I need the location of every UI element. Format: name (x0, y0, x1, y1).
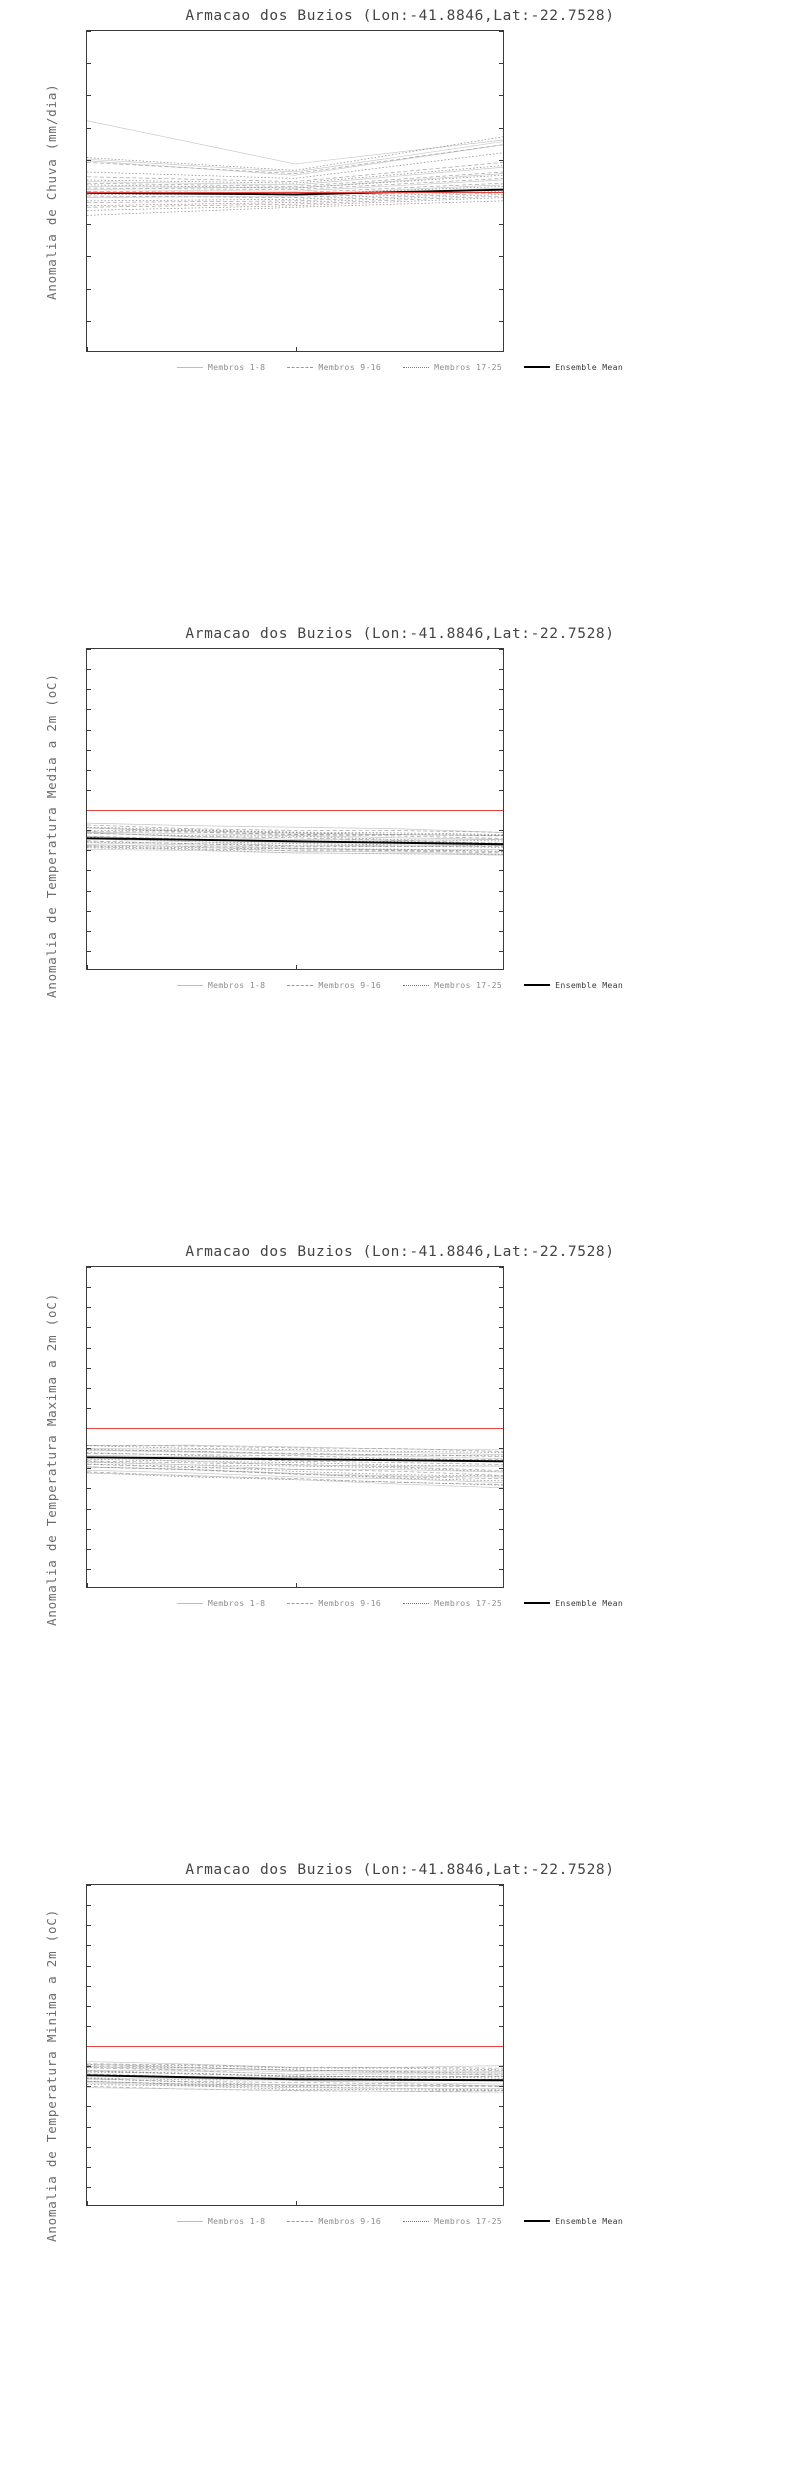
member-line (87, 1462, 503, 1472)
plot-area-temp-maxima (86, 1266, 504, 1588)
y-tick-mark (87, 669, 91, 670)
y-tick-mark (499, 2167, 503, 2168)
member-line (87, 174, 503, 188)
legend-temp-minima (0, 2216, 800, 2226)
y-tick-mark (499, 1348, 503, 1349)
panel-title-temp-media: Armacao dos Buzios (Lon:-41.8846,Lat:-22.7528) (185, 626, 615, 642)
y-tick-mark (87, 63, 91, 64)
x-tick-mark (87, 1583, 88, 1587)
y-tick-mark (87, 95, 91, 96)
zero-reference-line (87, 1428, 503, 1429)
member-line (87, 167, 503, 185)
y-tick-mark (87, 2127, 91, 2128)
member-line (87, 823, 503, 832)
y-tick-mark (499, 750, 503, 751)
line-swatch-icon (177, 1603, 203, 1604)
member-line (87, 172, 503, 186)
y-tick-mark (499, 160, 503, 161)
legend-label: Membros 17-25 (434, 980, 503, 990)
legend-label: Membros 1-8 (207, 362, 266, 372)
y-tick-mark (87, 1287, 91, 1288)
line-swatch-icon (177, 2221, 203, 2222)
x-tick-mark (87, 965, 88, 969)
y-tick-mark (499, 730, 503, 731)
y-tick-mark (87, 1529, 91, 1530)
y-tick-mark (87, 1267, 91, 1268)
line-swatch-icon (177, 985, 203, 986)
legend-item-ensemble-mean (524, 2216, 623, 2226)
line-swatch-icon (287, 367, 313, 368)
member-line (87, 166, 503, 184)
legend-item-membros-9-16 (287, 2216, 381, 2226)
y-tick-mark (499, 1448, 503, 1449)
legend-label: Membros 17-25 (434, 2216, 503, 2226)
plot-area-chuva (86, 30, 504, 352)
legend-temp-maxima (0, 1598, 800, 1608)
legend-label: Membros 17-25 (434, 362, 503, 372)
y-tick-mark (499, 709, 503, 710)
legend-chuva (0, 362, 800, 372)
legend-label: Membros 9-16 (318, 1598, 382, 1608)
legend-item-membros-9-16 (287, 980, 381, 990)
y-tick-mark (87, 709, 91, 710)
legend-label: Ensemble Mean (555, 1598, 624, 1608)
y-tick-mark (87, 1368, 91, 1369)
legend-item-ensemble-mean (524, 362, 623, 372)
y-tick-mark (87, 911, 91, 912)
y-tick-mark (499, 2006, 503, 2007)
y-axis-label-temp-media: Anomalia de Temperatura Media a 2m (oC) (44, 673, 59, 998)
x-tick-mark (296, 1583, 297, 1587)
y-tick-mark (87, 289, 91, 290)
y-tick-mark (87, 830, 91, 831)
y-tick-mark (499, 95, 503, 96)
member-line (87, 1472, 503, 1485)
line-swatch-icon (177, 367, 203, 368)
y-tick-mark (499, 63, 503, 64)
y-tick-mark (87, 1549, 91, 1550)
y-tick-mark (499, 870, 503, 871)
zero-reference-line (87, 192, 503, 193)
member-line (87, 849, 503, 855)
y-tick-mark (499, 1905, 503, 1906)
legend-label: Ensemble Mean (555, 362, 624, 372)
y-tick-mark (87, 790, 91, 791)
y-tick-mark (87, 870, 91, 871)
legend-item-membros-1-8 (177, 1598, 266, 1608)
y-tick-mark (87, 2167, 91, 2168)
y-tick-mark (87, 1885, 91, 1886)
y-tick-mark (499, 289, 503, 290)
member-line (87, 825, 503, 832)
zero-reference-line (87, 2046, 503, 2047)
y-tick-mark (87, 649, 91, 650)
y-tick-mark (87, 2086, 91, 2087)
y-tick-mark (499, 951, 503, 952)
y-tick-mark (87, 1468, 91, 1469)
y-tick-mark (87, 951, 91, 952)
legend-item-ensemble-mean (524, 980, 623, 990)
legend-label: Membros 1-8 (207, 1598, 266, 1608)
y-tick-mark (499, 1549, 503, 1550)
y-tick-mark (499, 321, 503, 322)
line-swatch-icon (524, 984, 550, 986)
y-tick-mark (499, 1267, 503, 1268)
member-line (87, 145, 503, 174)
member-line (87, 145, 503, 175)
y-tick-mark (87, 689, 91, 690)
y-tick-mark (87, 1388, 91, 1389)
y-tick-mark (499, 2187, 503, 2188)
y-tick-mark (499, 649, 503, 650)
y-tick-mark (87, 31, 91, 32)
y-tick-mark (87, 1408, 91, 1409)
line-swatch-icon (287, 1603, 313, 1604)
plot-area-temp-media (86, 648, 504, 970)
y-tick-mark (499, 790, 503, 791)
zero-reference-line (87, 810, 503, 811)
y-tick-mark (87, 1327, 91, 1328)
line-swatch-icon (524, 366, 550, 368)
y-tick-mark (499, 1287, 503, 1288)
legend-item-membros-9-16 (287, 1598, 381, 1608)
y-axis-label-temp-minima: Anomalia de Temperatura Minima a 2m (oC) (44, 1908, 59, 2242)
x-tick-mark (87, 2201, 88, 2205)
y-tick-mark (499, 2147, 503, 2148)
y-tick-mark (499, 669, 503, 670)
legend-item-membros-17-25 (403, 362, 502, 372)
legend-label: Membros 9-16 (318, 980, 382, 990)
y-tick-mark (499, 1488, 503, 1489)
legend-label: Membros 9-16 (318, 362, 382, 372)
y-tick-mark (87, 1905, 91, 1906)
y-tick-mark (87, 1307, 91, 1308)
y-tick-mark (499, 1388, 503, 1389)
y-tick-mark (499, 1408, 503, 1409)
y-tick-mark (87, 1986, 91, 1987)
legend-item-membros-17-25 (403, 980, 502, 990)
panel-chuva (0, 0, 800, 618)
panel-temp-minima (0, 1854, 800, 2472)
y-tick-mark (499, 1966, 503, 1967)
panel-title-temp-maxima: Armacao dos Buzios (Lon:-41.8846,Lat:-22.7528) (185, 1244, 615, 1260)
y-tick-mark (87, 1966, 91, 1967)
member-line (87, 201, 503, 215)
y-tick-mark (87, 2106, 91, 2107)
y-tick-mark (87, 770, 91, 771)
line-swatch-icon (403, 985, 429, 986)
y-tick-mark (87, 931, 91, 932)
panel-title-chuva: Armacao dos Buzios (Lon:-41.8846,Lat:-22.7528) (185, 8, 615, 24)
y-tick-mark (87, 730, 91, 731)
y-tick-mark (87, 256, 91, 257)
y-tick-mark (499, 128, 503, 129)
y-tick-mark (87, 128, 91, 129)
y-tick-mark (499, 689, 503, 690)
y-tick-mark (499, 31, 503, 32)
y-tick-mark (87, 1569, 91, 1570)
legend-item-membros-17-25 (403, 1598, 502, 1608)
y-tick-mark (499, 931, 503, 932)
x-tick-mark (296, 965, 297, 969)
y-tick-mark (87, 750, 91, 751)
y-tick-mark (87, 1925, 91, 1926)
legend-label: Membros 9-16 (318, 2216, 382, 2226)
legend-item-membros-1-8 (177, 2216, 266, 2226)
line-swatch-icon (524, 2220, 550, 2222)
y-tick-mark (499, 1529, 503, 1530)
y-tick-mark (499, 2086, 503, 2087)
legend-item-membros-1-8 (177, 980, 266, 990)
y-tick-mark (499, 1986, 503, 1987)
y-tick-mark (499, 256, 503, 257)
line-swatch-icon (287, 985, 313, 986)
member-line (87, 153, 503, 179)
y-tick-mark (499, 2106, 503, 2107)
y-tick-mark (87, 850, 91, 851)
legend-label: Membros 1-8 (207, 2216, 266, 2226)
y-tick-mark (499, 1569, 503, 1570)
y-tick-mark (87, 2147, 91, 2148)
x-tick-mark (296, 347, 297, 351)
y-tick-mark (499, 1468, 503, 1469)
line-swatch-icon (403, 2221, 429, 2222)
y-tick-mark (499, 2127, 503, 2128)
legend-temp-media (0, 980, 800, 990)
legend-item-membros-17-25 (403, 2216, 502, 2226)
y-axis-label-temp-maxima: Anomalia de Temperatura Maxima a 2m (oC) (44, 1292, 59, 1626)
x-tick-mark (87, 347, 88, 351)
line-swatch-icon (287, 2221, 313, 2222)
y-tick-mark (499, 1327, 503, 1328)
y-tick-mark (87, 2026, 91, 2027)
line-swatch-icon (403, 1603, 429, 1604)
legend-item-ensemble-mean (524, 1598, 623, 1608)
y-tick-mark (499, 2066, 503, 2067)
y-tick-mark (87, 1348, 91, 1349)
y-tick-mark (499, 1885, 503, 1886)
plot-area-temp-minima (86, 1884, 504, 2206)
y-tick-mark (499, 911, 503, 912)
y-tick-mark (499, 1307, 503, 1308)
line-swatch-icon (524, 1602, 550, 1604)
y-tick-mark (87, 2066, 91, 2067)
y-axis-label-chuva: Anomalia de Chuva (mm/dia) (44, 83, 59, 300)
y-tick-mark (499, 1945, 503, 1946)
y-tick-mark (87, 160, 91, 161)
y-tick-mark (499, 1509, 503, 1510)
y-tick-mark (499, 770, 503, 771)
y-tick-mark (87, 1945, 91, 1946)
line-swatch-icon (403, 367, 429, 368)
legend-item-membros-1-8 (177, 362, 266, 372)
y-tick-mark (87, 224, 91, 225)
legend-label: Ensemble Mean (555, 980, 624, 990)
y-tick-mark (87, 321, 91, 322)
x-tick-mark (296, 2201, 297, 2205)
member-line (87, 1449, 503, 1456)
y-tick-mark (499, 1925, 503, 1926)
y-tick-mark (87, 1488, 91, 1489)
y-tick-mark (499, 224, 503, 225)
y-tick-mark (499, 850, 503, 851)
member-line (87, 142, 503, 172)
panel-title-temp-minima: Armacao dos Buzios (Lon:-41.8846,Lat:-22.7528) (185, 1862, 615, 1878)
legend-item-membros-9-16 (287, 362, 381, 372)
panel-temp-media (0, 618, 800, 1236)
legend-label: Membros 17-25 (434, 1598, 503, 1608)
y-tick-mark (87, 891, 91, 892)
y-tick-mark (499, 891, 503, 892)
legend-label: Membros 1-8 (207, 980, 266, 990)
y-tick-mark (499, 830, 503, 831)
y-tick-mark (87, 1448, 91, 1449)
legend-label: Ensemble Mean (555, 2216, 624, 2226)
y-tick-mark (499, 1368, 503, 1369)
y-tick-mark (87, 1509, 91, 1510)
y-tick-mark (87, 2187, 91, 2188)
member-line (87, 121, 503, 164)
panel-temp-maxima (0, 1236, 800, 1854)
y-tick-mark (87, 2006, 91, 2007)
y-tick-mark (499, 2026, 503, 2027)
